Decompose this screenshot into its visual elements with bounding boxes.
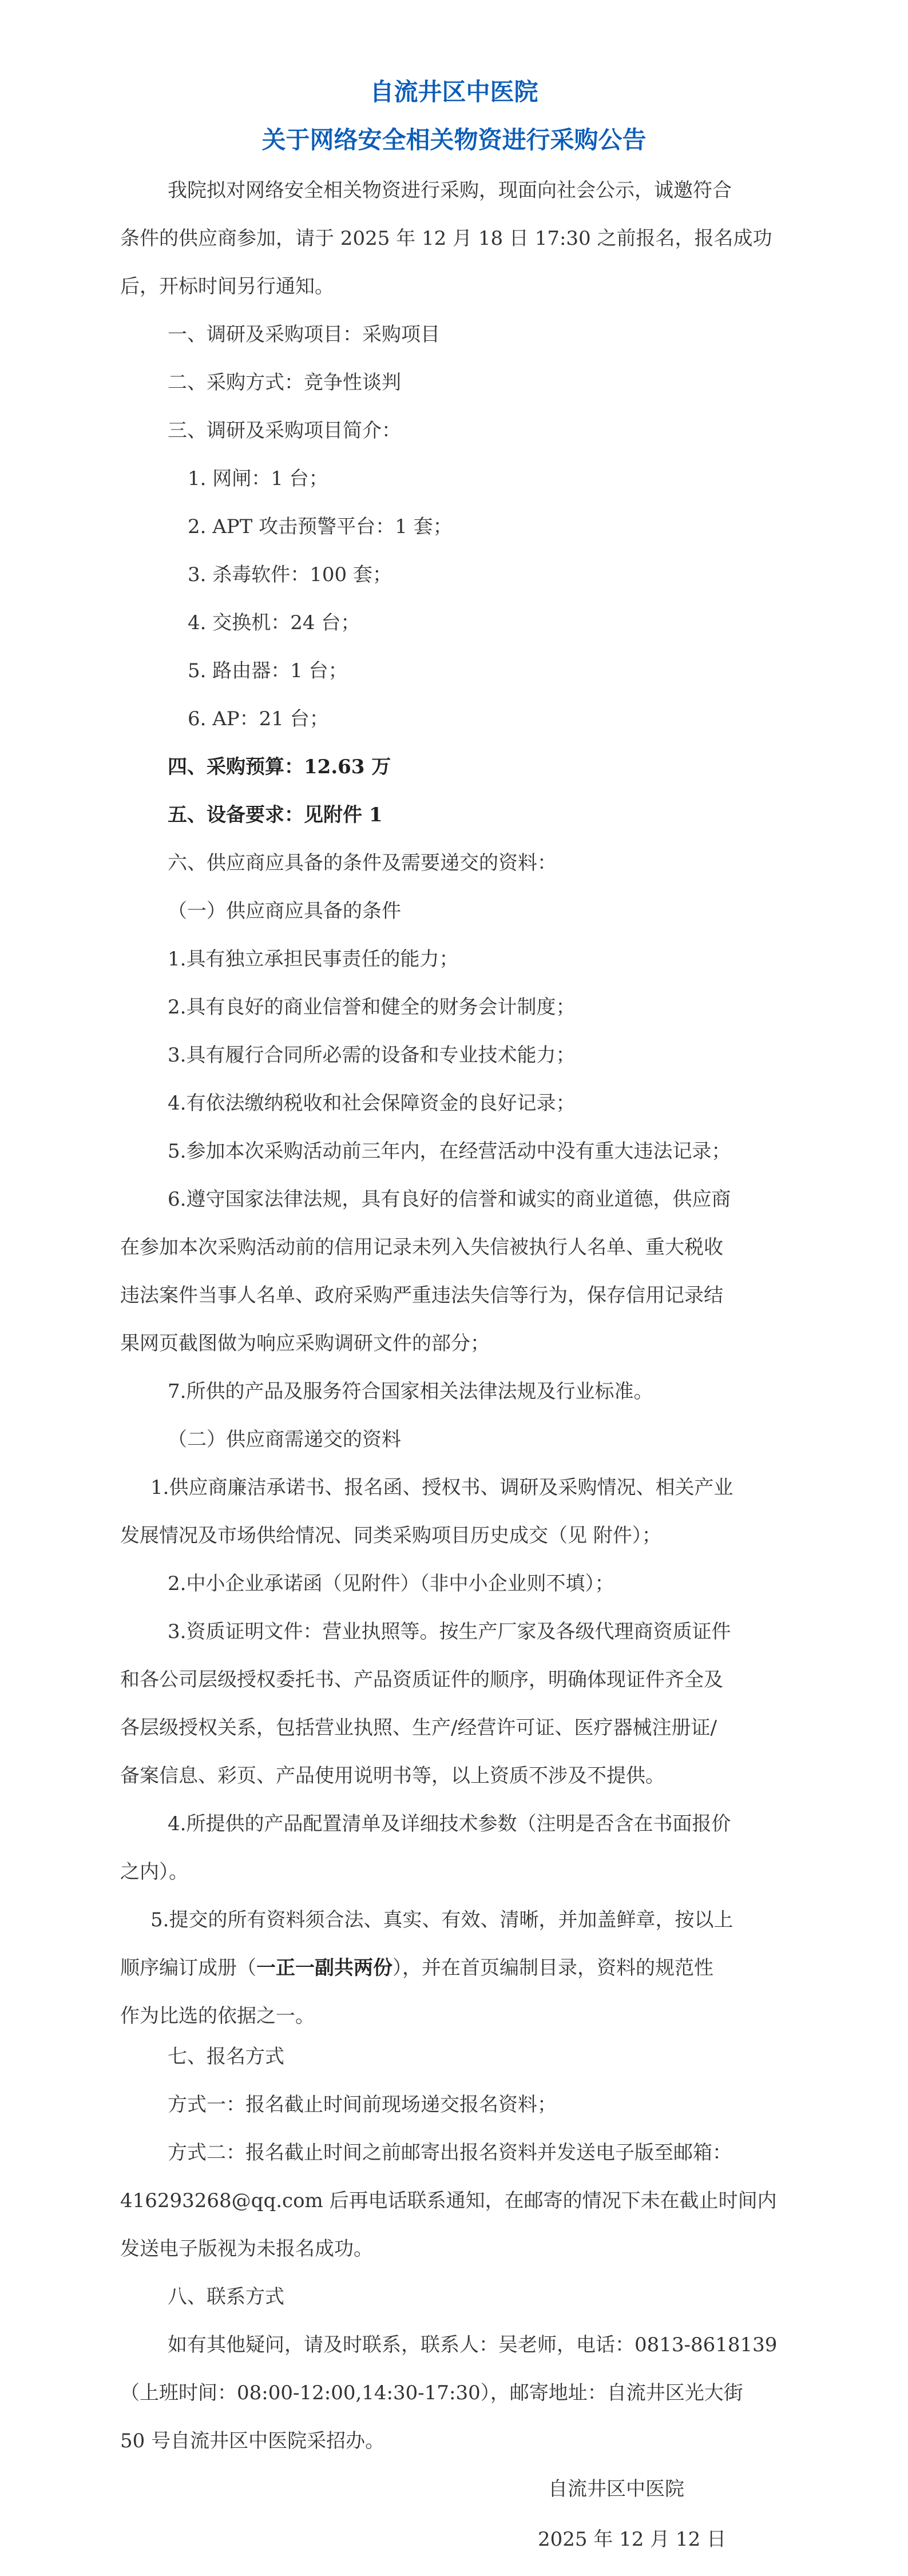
signup-line: 发送电子版视为未报名成功。: [120, 2237, 373, 2260]
contact-line: 如有其他疑问，请及时联系，联系人：吴老师，电话：0813-8618139: [168, 2333, 778, 2356]
list-item: 4. 交换机：24 台；: [188, 611, 360, 634]
document-line: 发展情况及市场供给情况、同类采购项目历史成交（见 附件）；: [120, 1524, 661, 1547]
document-line: [120, 1952, 713, 1980]
section-heading-8: 八、联系方式: [168, 2285, 284, 2308]
hospital-name: 自流井区中医院: [370, 78, 538, 106]
page-title: 关于网络安全相关物资进行采购公告: [261, 126, 647, 154]
section-heading-3: 三、调研及采购项目简介：: [168, 419, 401, 442]
condition-line: 违法案件当事人名单、政府采购严重违法失信等行为，保存信用记录结: [120, 1284, 723, 1307]
section-heading-7: 七、报名方式: [168, 2045, 284, 2068]
condition-line: 7.所供的产品及服务符合国家相关法律法规及行业标准。: [168, 1380, 653, 1403]
condition-line: 6.遵守国家法律法规，具有良好的信誉和诚实的商业道德，供应商: [168, 1188, 731, 1211]
signature-date: 2025 年 12 月 12 日: [538, 2528, 727, 2551]
signature-org: 自流井区中医院: [548, 2478, 684, 2501]
section-heading-5: 五、设备要求：见附件 1: [168, 804, 383, 826]
section-heading-1: 一、调研及采购项目：采购项目: [168, 323, 440, 346]
document-line: 之内）。: [120, 1861, 188, 1883]
subsection-heading-1: （一）供应商应具备的条件: [168, 900, 401, 923]
condition-line: 3.具有履行合同所必需的设备和专业技术能力；: [168, 1044, 576, 1067]
document-line: 和各公司层级授权委托书、产品资质证件的顺序，明确体现证件齐全及: [120, 1668, 723, 1691]
list-item: 2. APT 攻击预警平台：1 套；: [188, 515, 453, 538]
signup-line: 方式二：报名截止时间之前邮寄出报名资料并发送电子版至邮箱：: [168, 2141, 732, 2164]
section-heading-6: 六、供应商应具备的条件及需要递交的资料：: [168, 852, 557, 874]
intro-line: 后，开标时间另行通知。: [120, 275, 334, 298]
signup-line: 方式一：报名截止时间前现场递交报名资料；: [168, 2093, 557, 2116]
document-text: 顺序编订成册（: [120, 1957, 256, 1979]
document-line: 各层级授权关系，包括营业执照、生产/经营许可证、医疗器械注册证/: [120, 1716, 717, 1739]
subsection-heading-2: （二）供应商需递交的资料: [168, 1428, 401, 1451]
document-line: 1.供应商廉洁承诺书、报名函、授权书、调研及采购情况、相关产业: [150, 1476, 733, 1499]
contact-line: 50 号自流井区中医院采招办。: [120, 2430, 385, 2452]
document-line: 备案信息、彩页、产品使用说明书等，以上资质不涉及不提供。: [120, 1764, 665, 1787]
document-line: 2.中小企业承诺函（见附件）（非中小企业则不填）；: [168, 1572, 614, 1595]
section-heading-4: 四、采购预算：12.63 万: [168, 756, 391, 778]
document-line: 5.提交的所有资料须合法、真实、有效、清晰，并加盖鲜章，按以上: [150, 1909, 733, 1931]
section-heading-2: 二、采购方式：竞争性谈判: [168, 371, 401, 394]
document-text: ），并在首页编制目录，资料的规范性: [392, 1957, 713, 1979]
list-item: 1. 网闸：1 台；: [188, 467, 328, 490]
signup-line: 416293268@qq.com 后再电话联系通知，在邮寄的情况下未在截止时间内: [120, 2189, 777, 2212]
contact-line: （上班时间：08:00-12:00,14:30-17:30），邮寄地址：自流井区光大街: [120, 2382, 743, 2404]
document-line: 4.所提供的产品配置清单及详细技术参数（注明是否含在书面报价: [168, 1812, 731, 1835]
condition-line: 2.具有良好的商业信誉和健全的财务会计制度；: [168, 996, 576, 1019]
condition-line: 果网页截图做为响应采购调研文件的部分；: [120, 1332, 490, 1355]
copies-emphasis: 一正一副共两份: [256, 1957, 392, 1979]
list-item: 3. 杀毒软件：100 套；: [188, 563, 392, 586]
intro-line: 我院拟对网络安全相关物资进行采购，现面向社会公示，诚邀符合: [168, 179, 732, 202]
condition-line: 4.有依法缴纳税收和社会保障资金的良好记录；: [168, 1092, 576, 1115]
condition-line: 在参加本次采购活动前的信用记录未列入失信被执行人名单、重大税收: [120, 1236, 723, 1259]
list-item: 6. AP：21 台；: [188, 707, 329, 730]
document-line: 3.资质证明文件：营业执照等。按生产厂家及各级代理商资质证件: [168, 1620, 731, 1643]
condition-line: 1.具有独立承担民事责任的能力；: [168, 948, 459, 971]
document-line: 作为比选的依据之一。: [120, 2005, 315, 2028]
intro-line: 条件的供应商参加，请于 2025 年 12 月 18 日 17:30 之前报名，报名成功: [120, 227, 772, 250]
condition-line: 5.参加本次采购活动前三年内，在经营活动中没有重大违法记录；: [168, 1140, 731, 1163]
list-item: 5. 路由器：1 台；: [188, 659, 348, 682]
